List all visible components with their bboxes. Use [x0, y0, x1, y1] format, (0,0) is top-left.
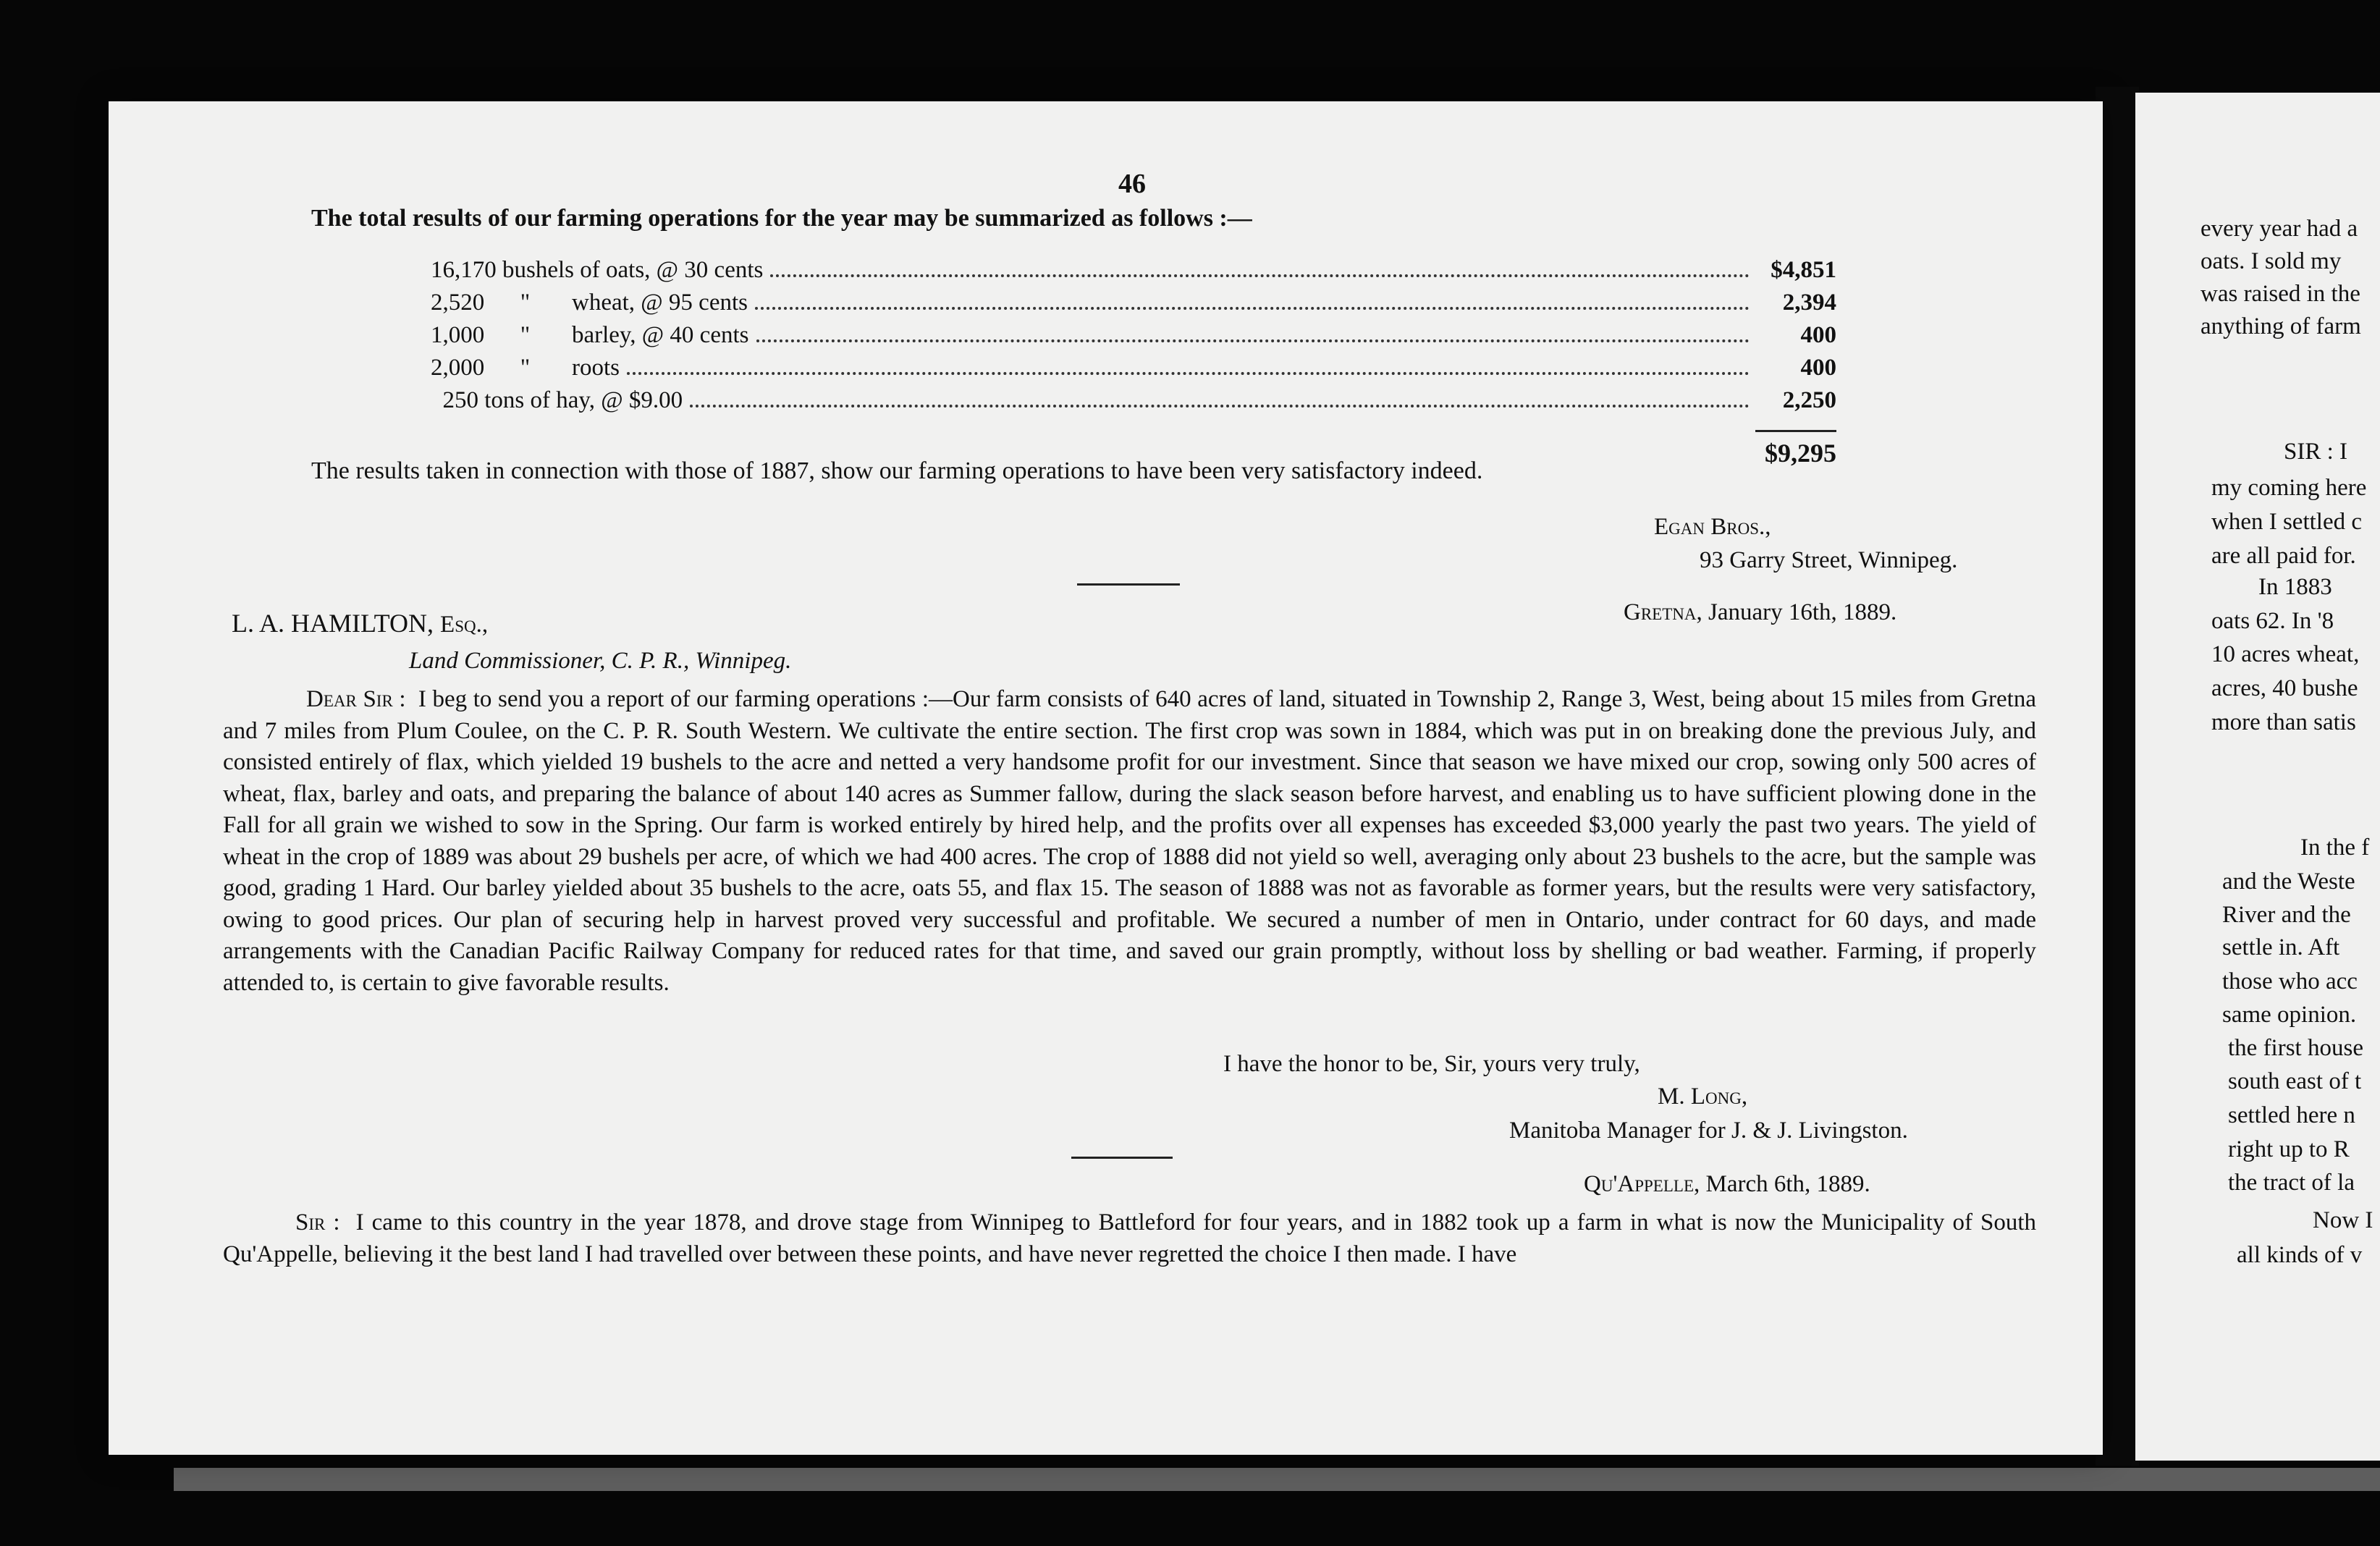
- results-table: [431, 257, 1836, 420]
- table-row: [431, 257, 1836, 290]
- qty: 1,000: [431, 322, 485, 348]
- qty: 2,520: [431, 290, 485, 316]
- letter-body: [223, 684, 2036, 999]
- letter-place-date: Gretna, January 16th, 1889.: [1624, 599, 1897, 625]
- letter-text: I beg to send you a report of our farming operations :—Our farm consists of 640 acres of land, situated in Township 2, Range 3, West, being about 15 miles from Gretna and 7 miles from Plum Coulee, on the C. P. R. South Western. We cultivate the entire section. The first crop was sown in 1884, which was put in on breaking done the previous July, and consisted entirely of flax, which yielded 19 bushels to the acre and netted a very handsome profit for our investment. Since that season we have mixed our crop, sowing only 500 acres of wheat, flax, barley and oats, and preparing the balance of about 140 acres as Summer fallow, during the slack season before harvest, and enabling us to have sufficient plowing done in the Fall for all grain we wished to sow in the Spring. Our farm is worked entirely by hired help, and the profits over all expenses has exceeded $3,000 yearly the past two years. The yield of wheat in the crop of 1889 was about 29 bushels per acre, of which we had 400 acres. The crop of 1888 did not yield so well, averaging only about 23 bushels to the acre, but the sample was good, grading 1 Hard. Our barley yielded about 35 bushels to the acre, oats 55, and flax 15. The season of 1888 was not as favorable as former years, but the results were very satisfactory, owing to good prices. Our plan of securing help in harvest proved very successful and profitable. We secured a number of men in Ontario, under contract for 60 days, and made arrangements with the Canadian Pacific Railway Company for reduced rates for that time, and saved our grain promptly, without loss by shelling or bad weather. Farming, if properly attended to, is certain to give favorable results.: [223, 686, 2036, 996]
- right-line: the tract of la: [2228, 1170, 2355, 1196]
- amount: 2,250: [1782, 387, 1836, 413]
- letter-body: [223, 1207, 2036, 1270]
- page-number: 46: [1118, 169, 1146, 199]
- section-divider: [1077, 583, 1180, 586]
- table-row: [431, 290, 1836, 322]
- item: oats, @ 30 cents: [606, 257, 764, 283]
- right-line: 10 acres wheat,: [2211, 641, 2360, 667]
- right-line: settle in. Aft: [2222, 934, 2340, 960]
- signature-egan: Egan Bros.,: [1654, 514, 1771, 540]
- unit: bushels of: [502, 257, 600, 283]
- dot-leader: [627, 355, 1750, 375]
- right-page-fragment: [2135, 93, 2380, 1461]
- summary-text: The results taken in connection with those of 1887, show our farming operations to have been very satisfactory indeed.: [311, 457, 1483, 484]
- address-egan: 93 Garry Street, Winnipeg.: [1700, 547, 1958, 573]
- right-line: south east of t: [2228, 1068, 2362, 1094]
- right-line: more than satis: [2211, 709, 2356, 735]
- sum-rule: [1755, 430, 1836, 432]
- unit: tons of hay,: [484, 387, 596, 413]
- letter-closing: I have the honor to be, Sir, yours very truly,: [1223, 1051, 1640, 1077]
- total-amount: $9,295: [1765, 439, 1836, 468]
- dot-leader: [755, 290, 1750, 310]
- amount: 400: [1800, 322, 1836, 348]
- page-bottom-edge: [174, 1468, 2380, 1491]
- letter-place-date: Qu'Appelle, March 6th, 1889.: [1584, 1171, 1870, 1197]
- right-line: anything of farm: [2200, 313, 2361, 339]
- right-line: oats 62. In '8: [2211, 608, 2334, 634]
- right-line: In the f: [2300, 835, 2370, 861]
- addressee: L. A. HAMILTON, Esq.,: [232, 609, 489, 638]
- right-line: when I settled c: [2211, 509, 2363, 535]
- dot-leader: [770, 257, 1750, 277]
- qty: 250: [442, 387, 478, 413]
- right-line: acres, 40 bushe: [2211, 675, 2358, 701]
- item: roots: [571, 355, 620, 381]
- item: barley, @ 40 cents: [571, 322, 749, 348]
- table-row: [431, 355, 1836, 387]
- signature-long: M. Long,: [1658, 1084, 1748, 1110]
- right-line: are all paid for.: [2211, 543, 2356, 569]
- amount: 2,394: [1782, 290, 1836, 316]
- unit: ": [520, 322, 531, 348]
- right-line: River and the: [2222, 902, 2351, 928]
- right-line: oats. I sold my: [2200, 248, 2342, 274]
- table-row: [431, 322, 1836, 355]
- right-line: the first house: [2228, 1035, 2363, 1061]
- salutation: Sir :: [295, 1209, 340, 1235]
- letter-text: I came to this country in the year 1878, and drove stage from Winnipeg to Battleford for four years, and in 1882 took up a farm in what is now the Municipality of South Qu'Appelle, believing it the best land I had travelled over between these points, and have never regretted the choice I then made. I have: [223, 1209, 2036, 1267]
- right-line: all kinds of v: [2237, 1242, 2363, 1268]
- right-line: my coming here: [2211, 475, 2367, 501]
- unit: ": [520, 290, 531, 316]
- amount: 400: [1800, 355, 1836, 381]
- table-row: [431, 387, 1836, 420]
- right-line: Now I: [2313, 1207, 2373, 1233]
- item: wheat, @ 95 cents: [571, 290, 748, 316]
- right-line: was raised in the: [2200, 281, 2360, 307]
- summary-intro: The total results of our farming operations for the year may be summarized as follows :—: [311, 205, 1252, 232]
- right-line: and the Weste: [2222, 869, 2355, 895]
- right-line: SIR : I: [2284, 439, 2348, 465]
- right-line: those who acc: [2222, 968, 2358, 994]
- salutation: Dear Sir :: [306, 686, 406, 712]
- qty: 2,000: [431, 355, 485, 381]
- right-line: In 1883: [2258, 574, 2332, 600]
- right-line: settled here n: [2228, 1102, 2355, 1128]
- item: @ $9.00: [601, 387, 683, 413]
- dot-leader: [756, 322, 1750, 342]
- signer-role: Manitoba Manager for J. & J. Livingston.: [1509, 1118, 1908, 1144]
- right-line: every year had a: [2200, 216, 2358, 242]
- amount: $4,851: [1771, 257, 1836, 283]
- unit: ": [520, 355, 531, 381]
- right-line: same opinion.: [2222, 1002, 2357, 1028]
- addressee-title: Land Commissioner, C. P. R., Winnipeg.: [409, 648, 792, 674]
- section-divider: [1071, 1157, 1173, 1159]
- dot-leader: [690, 387, 1750, 407]
- qty: 16,170: [431, 257, 497, 283]
- right-line: right up to R: [2228, 1136, 2350, 1162]
